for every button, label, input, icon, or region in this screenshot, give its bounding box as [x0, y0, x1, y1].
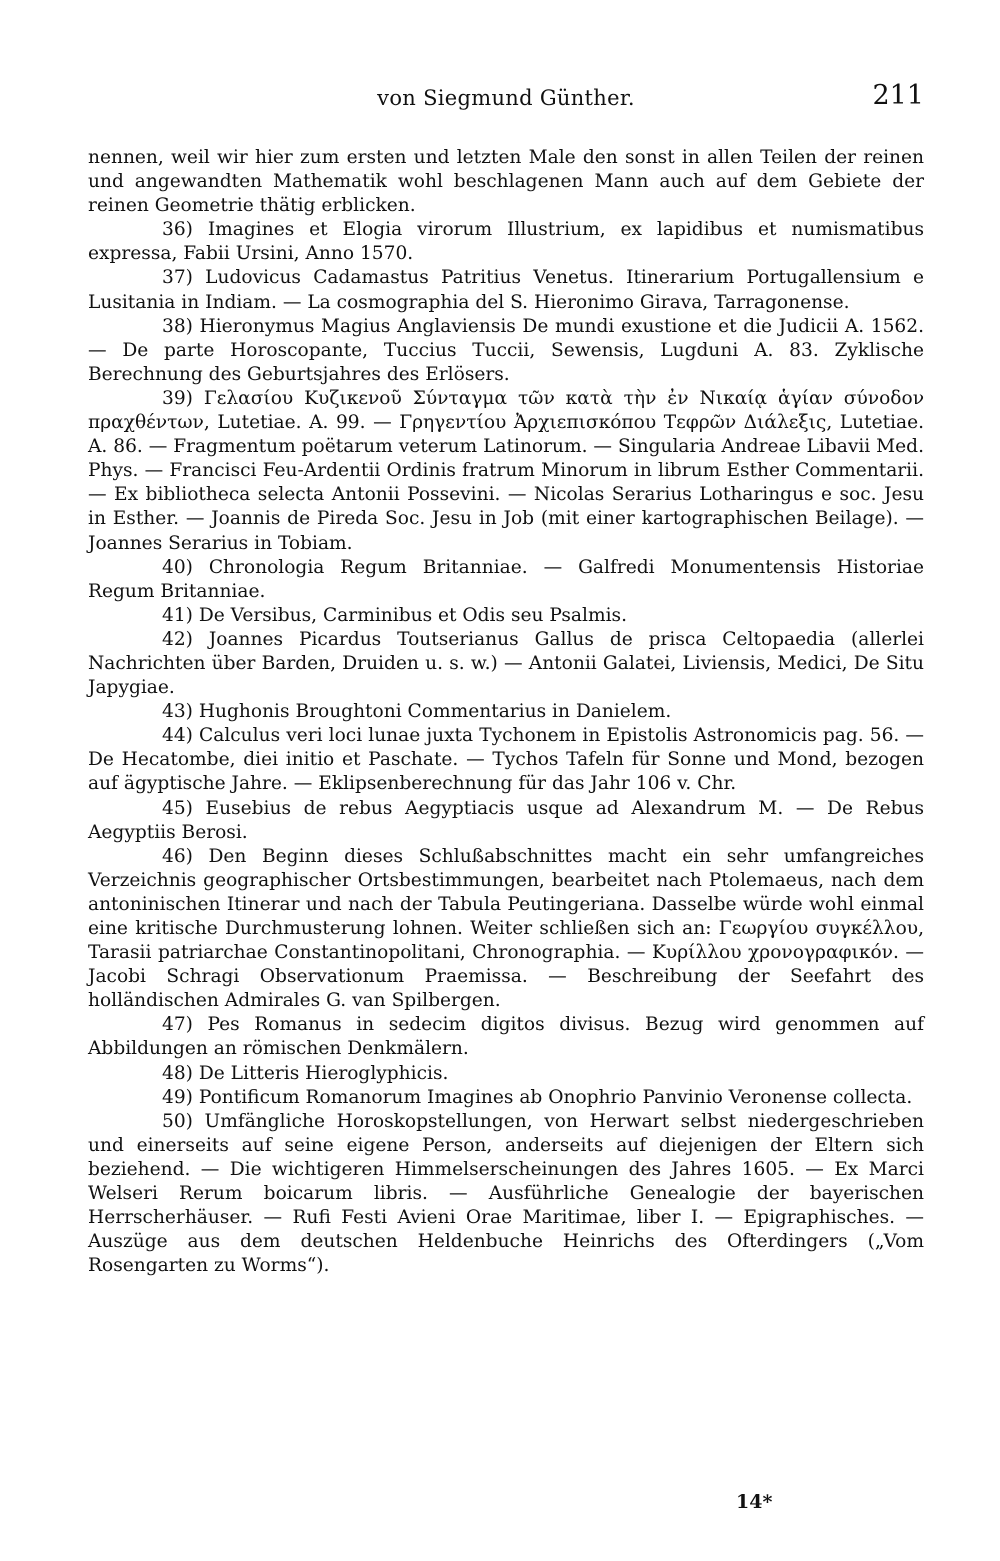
running-head: von Siegmund Günther.	[377, 86, 635, 110]
page-number: 211	[872, 80, 924, 111]
body-text	[88, 146, 924, 1278]
paragraph-continuation: nennen, weil wir hier zum ersten und letzten Male den sonst in allen Teilen der reinen und angewandten Mathematik wohl beschlagenen Mann auch auf dem Gebiete der reinen Geometrie thätig erblicken.	[88, 147, 924, 217]
entry-39: 39) Γελασίου Κυζικενοῦ Σύνταγμα τῶν κατὰ τὴν ἐν Νικαίᾳ ἁγίαν σύνοδον πραχθέντων, Lutetiae. A. 99. — Γρηγεντίου Ἀρχιεπισκόπου Τεφρῶν Διάλεξις, Lutetiae. A. 86. — Fragmentum poëtarum veterum Latinorum. — Singularia Andreae Libavii Med. Phys. — Francisci Feu-Ardentii Ordinis fratrum Minorum in librum Esther Commentarii. — Ex bibliotheca selecta Antonii Possevini. — Nicolas Serarius Lotharingus e soc. Jesu in Esther. — Joannis de Pireda Soc. Jesu in Job (mit einer kartographischen Beilage). — Joannes Serarius in Tobiam.	[88, 387, 924, 554]
entry-46: 46) Den Beginn dieses Schlußabschnittes macht ein sehr umfangreiches Verzeichnis geographischer Ortsbestimmungen, bearbeitet nach Ptolemaeus, nach dem antoninischen Itinerar und nach der Tabula Peutingeriana. Dasselbe würde wohl einmal eine kritische Durchmusterung lohnen. Weiter schließen sich an: Γεωργίου συγκέλλου, Tarasii patriarchae Constantinopolitani, Chronographia. — Κυρίλλου χρονογραφικόν. — Jacobi Schragi Observationum Praemissa. — Beschreibung der Seefahrt des holländischen Admirales G. van Spilbergen.	[88, 845, 924, 1012]
book-page	[88, 78, 924, 1538]
entry-43: 43) Hughonis Broughtoni Commentarius in Danielem.	[162, 701, 672, 723]
entry-50: 50) Umfängliche Horoskopstellungen, von Herwart selbst niedergeschrieben und einerseits auf seine eigene Person, anderseits auf diejenigen der Eltern sich beziehend. — Die wichtigeren Himmelserscheinungen des Jahres 1605. — Ex Marci Welseri Rerum boicarum libris. — Ausführliche Genealogie der bayerischen Herrscherhäuser. — Rufi Festi Avieni Orae Maritimae, liber I. — Epigraphisches. — Auszüge aus dem deutschen Heldenbuche Heinrichs des Ofterdingers („Vom Rosengarten zu Worms“).	[88, 1110, 924, 1277]
signature-mark: 14*	[736, 1491, 773, 1513]
entry-37: 37) Ludovicus Cadamastus Patritius Venetus. Itinerarium Portugallensium e Lusitania in Indiam. — La cosmographia del S. Hieronimo Girava, Tarragonense.	[88, 267, 924, 313]
entry-49: 49) Pontificum Romanorum Imagines ab Onophrio Panvinio Veronense collecta.	[162, 1086, 913, 1108]
entry-45: 45) Eusebius de rebus Aegyptiacis usque ad Alexandrum M. — De Rebus Aegyptiis Berosi.	[88, 797, 924, 843]
entry-40: 40) Chronologia Regum Britanniae. — Galfredi Monumentensis Historiae Regum Britanniae.	[88, 556, 924, 602]
entry-36: 36) Imagines et Elogia virorum Illustrium, ex lapidibus et numismatibus expressa, Fabii Ursini, Anno 1570.	[88, 219, 924, 265]
entry-38: 38) Hieronymus Magius Anglaviensis De mundi exustione et die Judicii A. 1562. — De parte Horoscopante, Tuccius Tuccii, Sewensis, Lugduni A. 83. Zyklische Berechnung des Geburtsjahres des Erlösers.	[88, 315, 924, 385]
entry-42: 42) Joannes Picardus Toutserianus Gallus de prisca Celtopaedia (allerlei Nachrichten über Barden, Druiden u. s. w.) — Antonii Galatei, Liviensis, Medici, De Situ Japygiae.	[88, 628, 924, 699]
entry-48: 48) De Litteris Hieroglyphicis.	[162, 1062, 449, 1084]
entry-41: 41) De Versibus, Carminibus et Odis seu Psalmis.	[162, 604, 627, 626]
entry-47: 47) Pes Romanus in sedecim digitos divisus. Bezug wird genommen auf Abbildungen an römischen Denkmälern.	[88, 1014, 924, 1060]
page-header	[88, 78, 924, 126]
entry-44: 44) Calculus veri loci lunae juxta Tychonem in Epistolis Astronomicis pag. 56. — De Hecatombe, diei initio et Paschate. — Tychos Tafeln für Sonne und Mond, bezogen auf ägyptische Jahre. — Eklipsenberechnung für das Jahr 106 v. Chr.	[88, 725, 924, 795]
